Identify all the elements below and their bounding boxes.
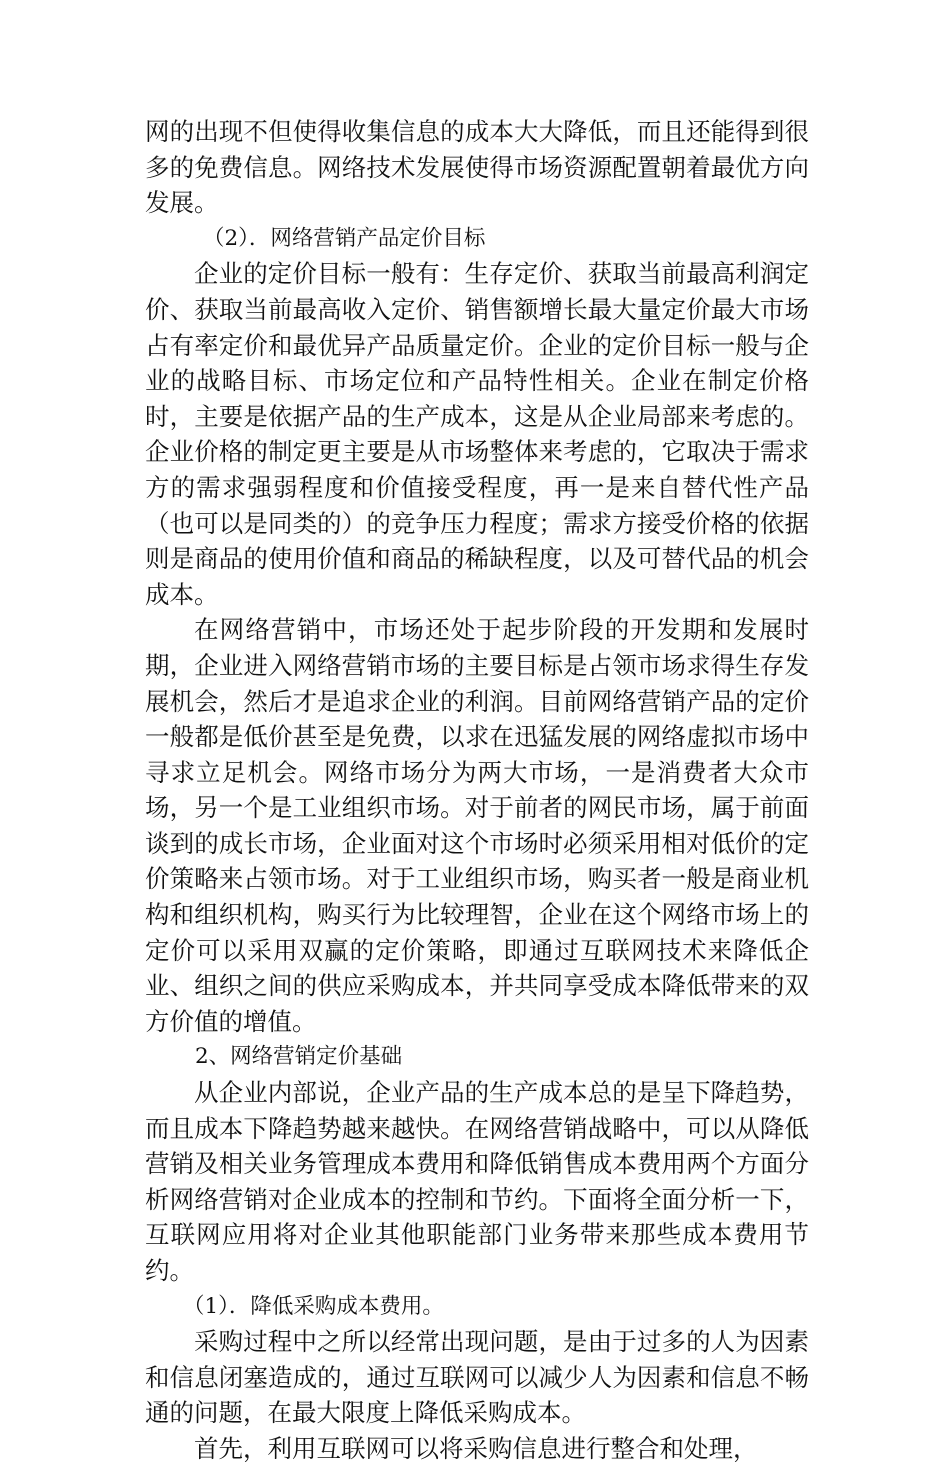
section-heading-pricing-basis: 2、网络营销定价基础 [195,1044,403,1070]
section-heading-pricing-objectives: （2）．网络营销产品定价目标 [203,225,486,251]
paragraph-cost-trend: 从企业内部说，企业产品的生产成本总的是呈下降趋势，而且成本下降趋势越来越快。在网络营销战略中，可以从降低营销及相关业务管理成本费用和降低销售成本费用两个方面分析网络营销对企业成本的控制和节约。下面将全面分析一下，互联网应用将对企业其他职能部门业务带来那些成本费用节约。 [145,1078,809,1285]
paragraph-pricing-objectives: 企业的定价目标一般有：生存定价、获取当前最高利润定价、获取当前最高收入定价、销售额增长最大量定价最大市场占有率定价和最优异产品质量定价。企业的定价目标一般与企业的战略目标、市场定位和产品特性相关。企业在制定价格时，主要是依据产品的生产成本，这是从企业局部来考虑的。企业价格的制定更主要是从市场整体来考虑的，它取决于需求方的需求强弱程度和价值接受程度，再一是来自替代性产品（也可以是同类的）的竞争压力程度；需求方接受价格的依据则是商品的使用价值和商品的稀缺程度，以及可替代品的机会成本。 [145,259,809,609]
section-heading-reduce-procurement: （1）．降低采购成本费用。 [183,1293,444,1319]
document-page [145,114,809,1467]
paragraph-procurement-problems: 采购过程中之所以经常出现问题，是由于过多的人为因素和信息闭塞造成的，通过互联网可以减少人为因素和信息不畅通的问题，在最大限度上降低采购成本。 [145,1327,809,1428]
paragraph-network-market: 在网络营销中，市场还处于起步阶段的开发期和发展时期，企业进入网络营销市场的主要目标是占领市场求得生存发展机会，然后才是追求企业的利润。目前网络营销产品的定价一般都是低价甚至是免费，以求在迅猛发展的网络虚拟市场中寻求立足机会。网络市场分为两大市场，一是消费者大众市场，另一个是工业组织市场。对于前者的网民市场，属于前面谈到的成长市场，企业面对这个市场时必须采用相对低价的定价策略来占领市场。对于工业组织市场，购买者一般是商业机构和组织机构，购买行为比较理智，企业在这个网络市场上的定价可以采用双赢的定价策略，即通过互联网技术来降低企业、组织之间的供应采购成本，并共同享受成本降低带来的双方价值的增值。 [145,615,809,1036]
paragraph-continuation: 网的出现不但使得收集信息的成本大大降低，而且还能得到很多的免费信息。网络技术发展使得市场资源配置朝着最优方向发展。 [145,117,809,218]
paragraph-first-point: 首先，利用互联网可以将采购信息进行整合和处理， [194,1433,758,1463]
